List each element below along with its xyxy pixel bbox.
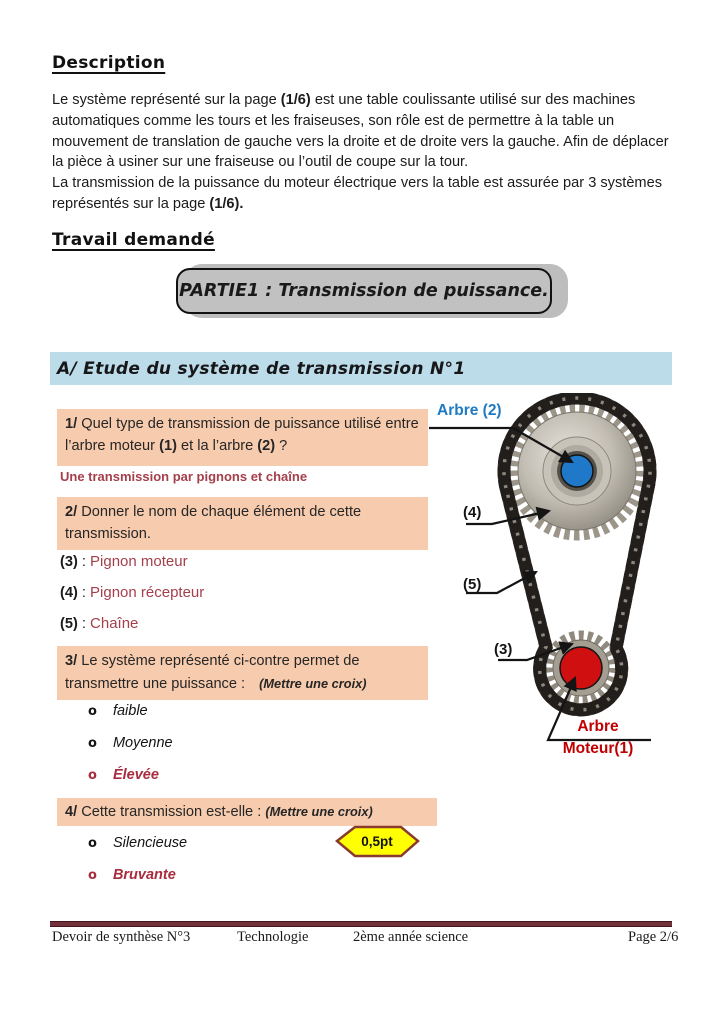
option-label: faible [112,703,148,719]
option-bullet: o [88,736,97,751]
question-2-text: Donner le nom de chaque élément de cette transmission. [65,504,362,542]
item-3-label: (3) [60,554,78,570]
figure-label-4: (4) [463,504,482,521]
footer-divider [50,921,672,927]
question-3-box [57,646,428,700]
question-1-number: 1/ [65,416,78,432]
option-moyenne [88,735,173,751]
points-badge-text: 0,5pt [361,834,393,849]
answer-item-3 [60,553,188,570]
question-2-number: 2/ [65,504,78,520]
section-a-banner [50,352,672,385]
question-4-number: 4/ [65,804,78,820]
option-bullet: o [88,768,97,783]
figure-label-3: (3) [494,641,513,658]
motor-sprocket [548,635,614,701]
points-badge [328,820,424,862]
description-text: est une table coulissante utilisé sur des machines automatiques comme les tours et les fraiseuses, son rôle est de permettre à la table un mouvement de translation de gauche vers la droite et de droite vers la gauche. Afin de déplacer la pièce à usiner sur une fraiseuse ou l’outil de coupe sur la tour. [52,92,669,171]
ref-2-bold: (2) [257,437,276,454]
figure-label-arbre-moteur-line2: Moteur(1) [562,740,634,757]
footer-grade-level: 2ème année science [353,929,469,945]
question-3-number: 3/ [65,653,78,669]
figure-label-arbre-moteur [545,716,651,760]
item-4-label: (4) [60,585,78,601]
item-5-label: (5) [60,616,78,632]
question-1-text: ? [275,437,288,454]
answer-1-text: Une transmission par pignons et chaîne [60,469,308,484]
description-heading: Description [52,53,166,73]
section-a-title: A/ Etude du système de transmission N°1 [57,358,466,379]
page-ref-bold: (1/6) [280,92,311,108]
option-faible [88,703,148,719]
item-4-sep: : [77,585,91,601]
option-silencieuse [88,835,187,851]
option-label: Élevée [112,767,159,783]
question-1-text: et la l’arbre [176,437,258,454]
item-3-value: Pignon moteur [90,553,188,570]
answer-item-5 [60,615,138,632]
option-label: Bruvante [112,867,176,883]
option-elevee-selected [88,767,159,783]
description-text: Le système représenté sur la page [52,92,281,108]
item-5-sep: : [77,616,91,632]
question-1-text: Quel type de transmission de puissance utilisé entre l’arbre moteur [65,416,419,454]
partie1-title-box [176,268,552,314]
question-4-note: (Mettre une croix) [265,804,373,819]
footer-document-title: Devoir de synthèse N°3 [52,929,191,945]
footer-page-number: Page 2/6 [628,929,679,945]
arbre-moteur-shaft-red [560,647,602,689]
option-bullet: o [88,836,97,851]
question-3-note: (Mettre une croix) [259,675,367,691]
answer-item-4 [60,584,204,601]
item-3-sep: : [77,554,91,570]
ref-1-bold: (1) [159,437,177,454]
travail-demande-heading: Travail demandé [52,230,215,250]
description-paragraph [52,90,672,215]
page-ref-bold: (1/6). [209,195,244,212]
question-3-text: Le système représenté ci-contre permet de transmettre une puissance : [65,653,360,692]
option-bullet: o [88,704,97,719]
item-5-value: Chaîne [90,615,139,632]
item-4-value: Pignon récepteur [90,584,205,601]
description-text: La transmission de la puissance du moteur électrique vers la table est assurée par 3 systèmes représentés sur la page [52,175,663,212]
question-4-text: Cette transmission est-elle : [77,804,266,820]
option-label: Silencieuse [112,835,188,851]
figure-label-5: (5) [463,576,482,593]
figure-label-arbre-moteur-line1: Arbre [577,718,619,735]
option-label: Moyenne [112,735,173,751]
question-2-box [57,497,428,550]
partie1-title: PARTIE1 : Transmission de puissance. [179,281,549,301]
option-bruyante-selected [88,867,176,883]
option-bullet: o [88,868,97,883]
arbre-2-shaft-blue [561,455,593,487]
figure-label-arbre-2: Arbre (2) [437,402,502,419]
question-1-box [57,409,428,466]
footer-subject: Technologie [237,929,309,945]
